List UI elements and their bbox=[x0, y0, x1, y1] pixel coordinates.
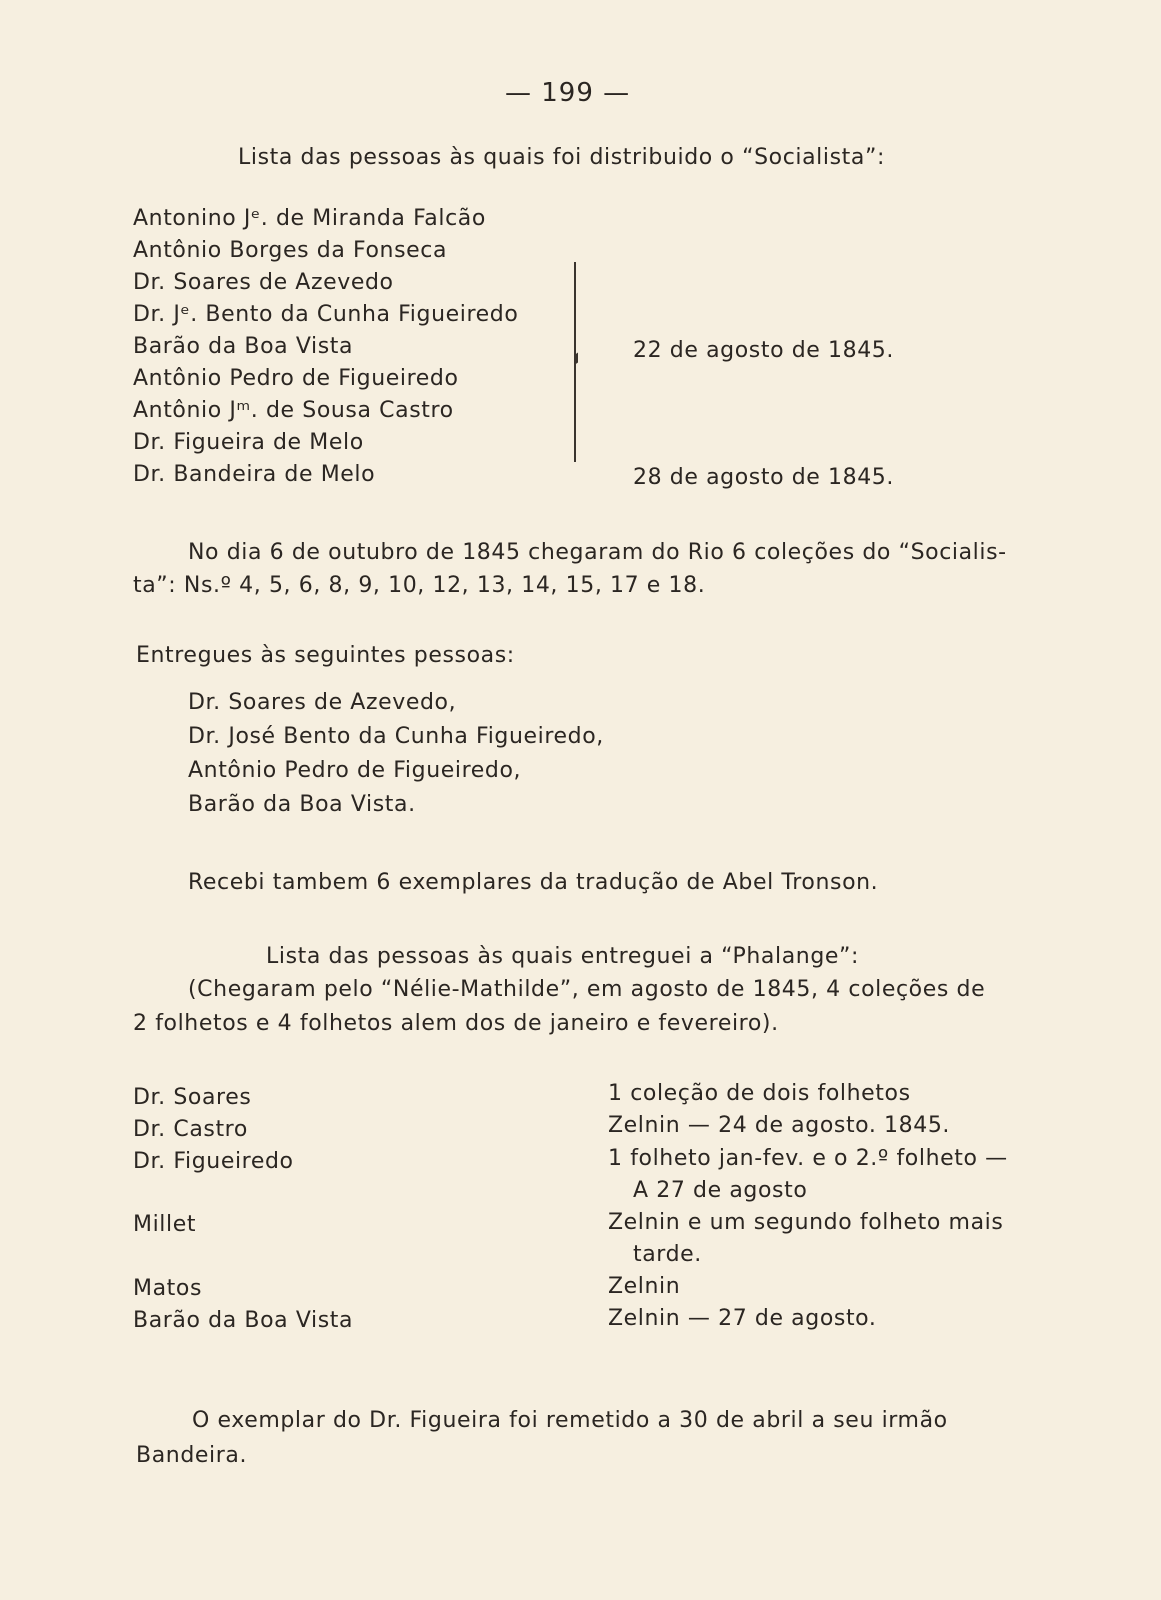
row-name: Dr. Figueiredo bbox=[133, 1149, 294, 1174]
delivered-heading: Entregues às seguintes pessoas: bbox=[136, 643, 515, 668]
closing-line2: Bandeira. bbox=[136, 1443, 248, 1468]
paragraph1-line2: ta”: Ns.º 4, 5, 6, 8, 9, 10, 12, 13, 14, 15, 17 e 18. bbox=[133, 573, 706, 598]
row-detail: Zelnin — 27 de agosto. bbox=[608, 1306, 877, 1331]
list-item: Antônio Pedro de Figueiredo, bbox=[188, 758, 522, 783]
list-item: Antônio Jᵐ. de Sousa Castro bbox=[133, 398, 454, 423]
section2-heading: Lista das pessoas às quais entreguei a “Phalange”: bbox=[266, 944, 860, 969]
row-detail: Zelnin e um segundo folheto mais bbox=[608, 1210, 1004, 1235]
curly-brace bbox=[574, 262, 586, 462]
section2-note-line2: 2 folhetos e 4 folhetos alem dos de janeiro e fevereiro). bbox=[133, 1011, 779, 1036]
list-item: Dr. Figueira de Melo bbox=[133, 430, 364, 455]
list-item: Dr. Soares de Azevedo bbox=[133, 270, 394, 295]
list-item: Antonino Jᵉ. de Miranda Falcão bbox=[133, 206, 486, 231]
received-line: Recebi tambem 6 exemplares da tradução de Abel Tronson. bbox=[188, 870, 879, 895]
row-detail: 1 folheto jan-fev. e o 2.º folheto — bbox=[608, 1146, 1008, 1171]
row-name: Barão da Boa Vista bbox=[133, 1308, 354, 1333]
section1-heading: Lista das pessoas às quais foi distribuido o “Socialista”: bbox=[238, 145, 885, 170]
list-item: Antônio Borges da Fonseca bbox=[133, 238, 448, 263]
list-item: Dr. Soares de Azevedo, bbox=[188, 690, 457, 715]
delivered-list bbox=[188, 686, 604, 822]
row-name: Matos bbox=[133, 1276, 203, 1301]
row-detail-cont: A 27 de agosto bbox=[633, 1178, 808, 1203]
section1-name-list bbox=[133, 203, 518, 491]
row-detail: Zelnin bbox=[608, 1274, 681, 1299]
row-name: Dr. Castro bbox=[133, 1117, 248, 1142]
date-2: 28 de agosto de 1845. bbox=[633, 465, 895, 490]
date-1: 22 de agosto de 1845. bbox=[633, 338, 895, 363]
list-item: Barão da Boa Vista bbox=[133, 334, 354, 359]
paragraph1-line1: No dia 6 de outubro de 1845 chegaram do Rio 6 coleções do “Socialis- bbox=[188, 540, 1007, 565]
row-detail: 1 coleção de dois folhetos bbox=[608, 1081, 911, 1106]
list-item: Dr. Jᵉ. Bento da Cunha Figueiredo bbox=[133, 302, 519, 327]
list-item: Antônio Pedro de Figueiredo bbox=[133, 366, 459, 391]
list-item: Dr. Bandeira de Melo bbox=[133, 462, 376, 487]
row-detail-cont: tarde. bbox=[633, 1242, 702, 1267]
closing-line1: O exemplar do Dr. Figueira foi remetido a 30 de abril a seu irmão bbox=[192, 1408, 948, 1433]
page-number: — 199 — bbox=[505, 78, 631, 108]
row-name: Millet bbox=[133, 1212, 197, 1237]
list-item: Dr. José Bento da Cunha Figueiredo, bbox=[188, 724, 604, 749]
list-item: Barão da Boa Vista. bbox=[188, 792, 416, 817]
row-detail: Zelnin — 24 de agosto. 1845. bbox=[608, 1113, 951, 1138]
section2-note-line1: (Chegaram pelo “Nélie-Mathilde”, em agosto de 1845, 4 coleções de bbox=[188, 977, 986, 1002]
row-name: Dr. Soares bbox=[133, 1085, 252, 1110]
